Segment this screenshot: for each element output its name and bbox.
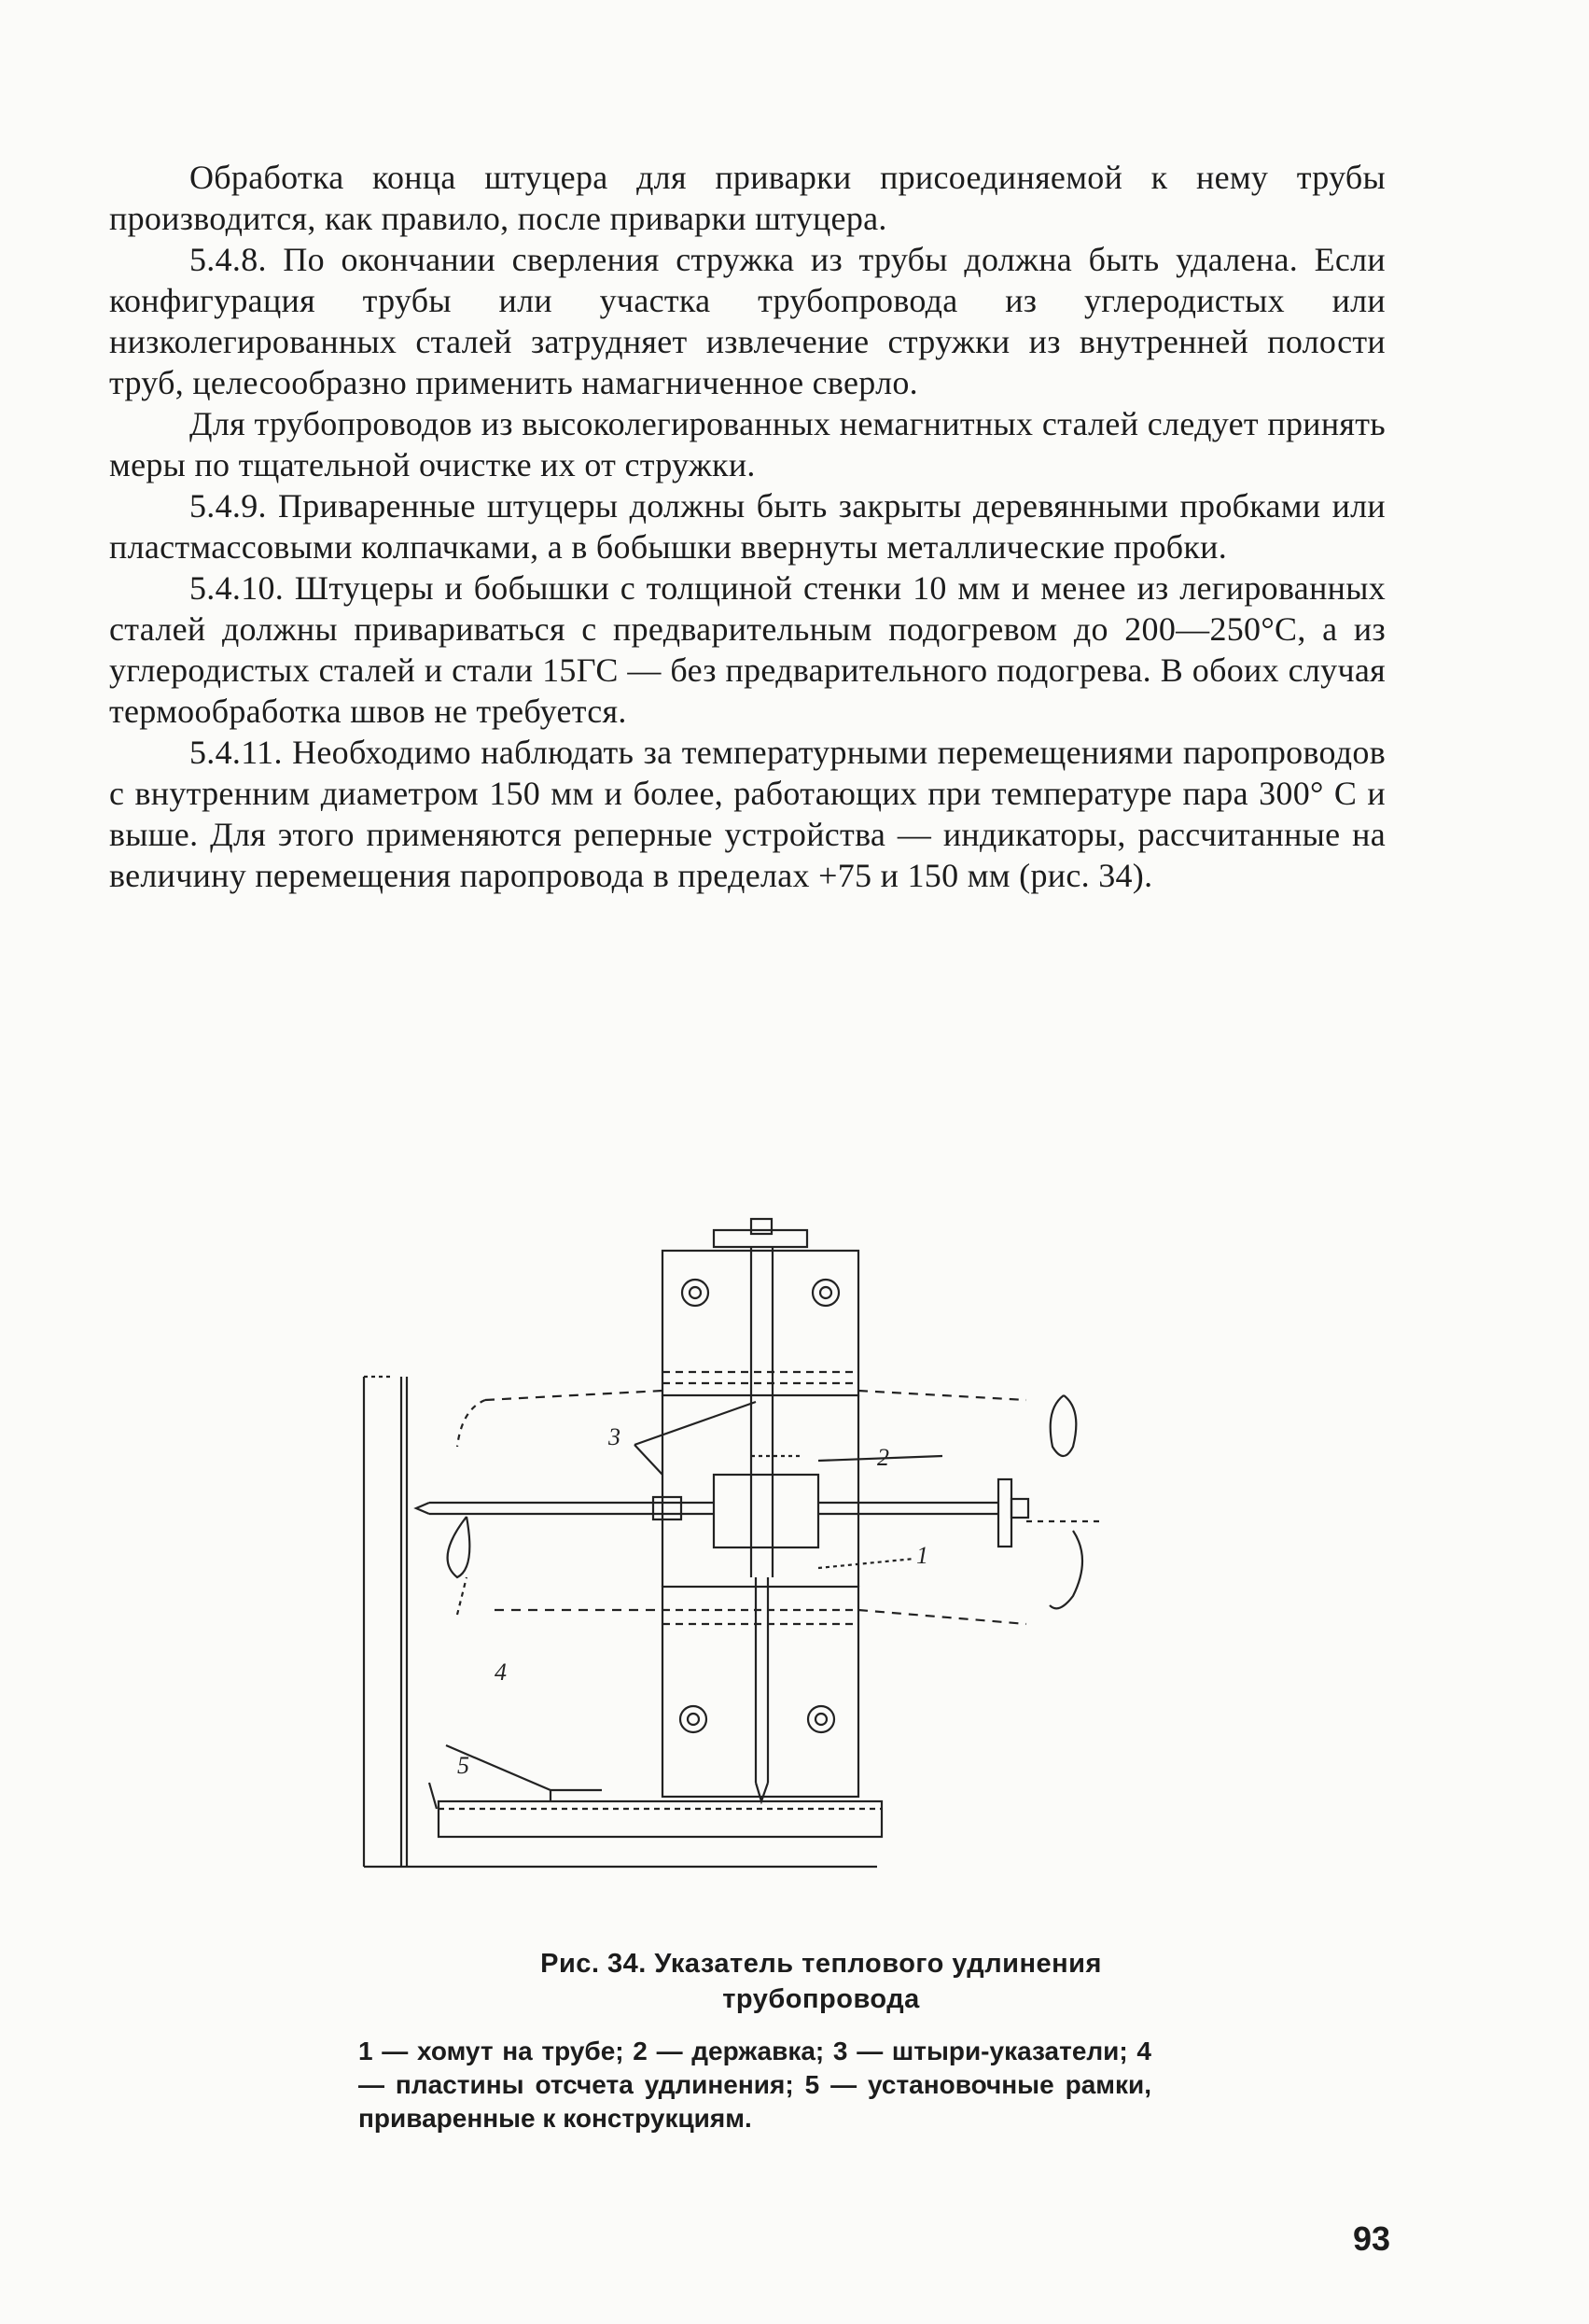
paragraph: Обработка конца штуцера для приварки присоединяемой к нему трубы производится, как правило, после приварки штуцера. bbox=[109, 159, 1386, 237]
paragraph: 5.4.9. Приваренные штуцеры должны быть закрыты деревянными пробками или пластмассовыми колпачками, а в бобышки ввернуты металлические пробки. bbox=[109, 487, 1386, 566]
figure-label-4: 4 bbox=[495, 1659, 507, 1686]
paragraph: Для трубопроводов из высоколегированных немагнитных сталей следует принять меры по тщательной очистке их от стружки. bbox=[109, 405, 1386, 483]
paragraph: 5.4.8. По окончании сверления стружка из трубы должна быть удалена. Если конфигурация трубы или участка трубопровода из углеродистых или низколегированных сталей затрудняет извлечение стружки из внутренней полости труб, целесообразно применить намагниченное сверло. bbox=[109, 241, 1386, 401]
caption-title-line2: трубопровода bbox=[722, 1984, 920, 2014]
paragraph: 5.4.10. Штуцеры и бобышки с толщиной стенки 10 мм и менее из легированных сталей должны привариваться с предварительным подогревом до 200—250°С, а из углеродистых сталей и стали 15ГС — без предварительного подогрева. В обоих случая термообработка швов не требуется. bbox=[109, 569, 1386, 730]
page-number: 93 bbox=[1353, 2219, 1391, 2258]
thermal-indicator-diagram bbox=[355, 1185, 1288, 1895]
paragraph: 5.4.11. Необходимо наблюдать за температурными перемещениями паропроводов с внутренним диаметром 150 мм и более, работающих при температуре пара 300° С и выше. Для этого применяются реперные устройства — индикаторы, рассчитанные на величину перемещения паропровода в пределах +75 и 150 мм (рис. 34). bbox=[109, 734, 1386, 894]
caption-title-line1: Рис. 34. Указатель теплового удлинения bbox=[540, 1949, 1102, 1979]
figure-drawing bbox=[355, 1185, 1288, 1895]
figure-label-3: 3 bbox=[608, 1423, 620, 1450]
figure-legend: 1 — хомут на трубе; 2 — державка; 3 — штыри-указатели; 4 — пластины отсчета удлинения; 5 — установочные рамки, приваренные к конструкциям. bbox=[358, 2037, 1151, 2133]
figure-label-1: 1 bbox=[916, 1542, 928, 1569]
body-text bbox=[109, 157, 1386, 896]
figure-caption bbox=[355, 1946, 1288, 2017]
figure-label-5: 5 bbox=[457, 1752, 469, 1779]
figure-label-2: 2 bbox=[877, 1444, 889, 1471]
